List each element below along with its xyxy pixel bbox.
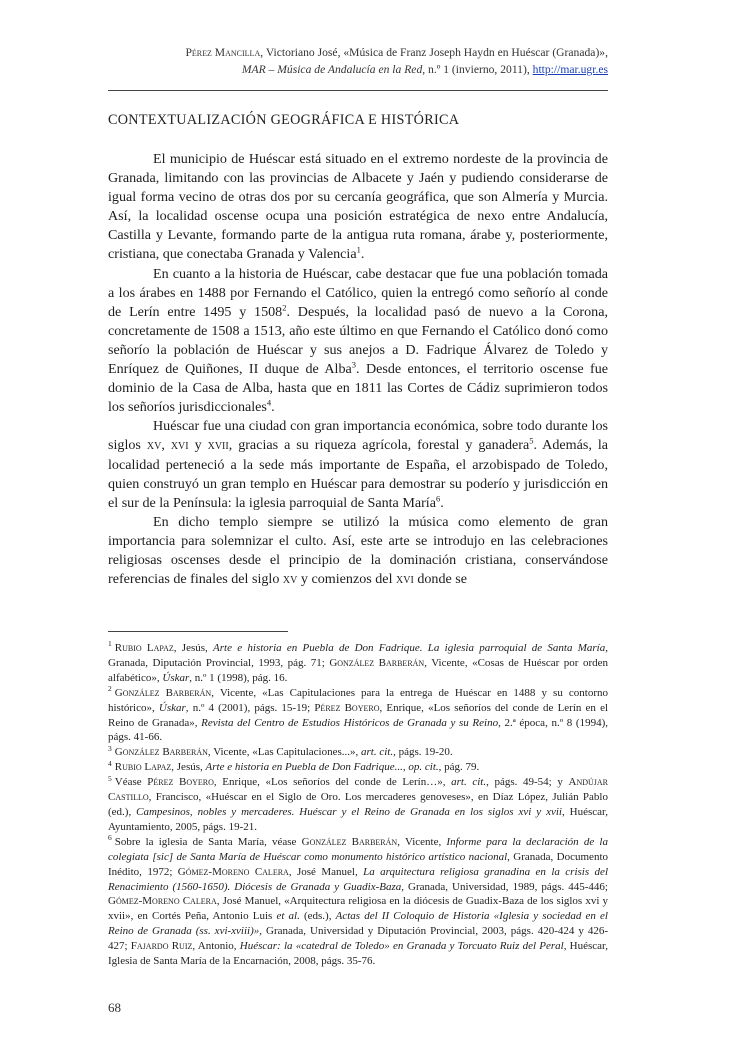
century-xvi: xvi — [170, 437, 189, 454]
fn-title: Actas del II Coloquio de Historia «Iglesia y sociedad en el Reino de Granada (ss. xvi-xviii)» — [108, 910, 608, 938]
fn-title: art. cit. — [451, 776, 487, 789]
century-xv-2: xv — [282, 571, 298, 588]
fn-text: , Antonio, — [192, 940, 240, 953]
footnote-number: 2 — [108, 684, 112, 694]
fn-title: La arquitectura religiosa granadina en la crisis del Renacimiento (1560-1650). Diócesis de Granada y Guadix-Baza — [108, 865, 608, 893]
fn-text: , pág. 79. — [438, 761, 480, 774]
fn-author: Rubio Lapaz — [114, 642, 174, 654]
fn-text: , págs. 19-20. — [393, 746, 453, 759]
p3-text-b: , gracias a su riqueza agrícola, forestal y ganadera — [228, 437, 530, 454]
fn-author: Gómez-Moreno Calera — [108, 895, 217, 908]
paragraph-2 — [108, 265, 608, 418]
fn-title: Arte e historia en Puebla de Don Fadrique... — [205, 761, 403, 774]
footnote-number: 5 — [108, 773, 112, 783]
footnote-4 — [108, 760, 608, 775]
fn-text: , José Manuel, «Arquitectura religiosa en la diócesis de Guadix-Baza de los siglos xvi y xvii», en Cortés Peña, Antonio Luis — [108, 895, 608, 923]
paragraph-1 — [108, 150, 608, 265]
footnote-3 — [108, 745, 608, 760]
fn-author: Pérez Boyero — [314, 701, 380, 714]
p2-text-c: . Desde entonces, el territorio oscense fue dominio de la Casa de Alba, hasta que en 1811 las Cortes de Cádiz suprimieron todos los señoríos jurisdiccionales — [108, 361, 608, 416]
fn-text: , Granada, Universidad, 1989, págs. 445-446; — [401, 880, 608, 893]
fn-title: Úskar — [158, 701, 186, 714]
paragraph-4 — [108, 513, 608, 589]
footnote-number: 4 — [108, 758, 112, 768]
fn-text: , Jesús, — [171, 761, 206, 774]
fn-title: op. cit. — [408, 761, 439, 774]
footnote-1 — [108, 641, 608, 686]
header-author: Pérez Mancilla — [185, 46, 261, 59]
page-number: 68 — [108, 1000, 121, 1015]
fn-author: Pérez Boyero — [147, 776, 214, 789]
footnote-number: 3 — [108, 743, 112, 753]
footnote-6 — [108, 835, 608, 969]
century-xvi-2: xvi — [396, 571, 414, 588]
journal-url-link[interactable]: http://mar.ugr.es — [532, 63, 608, 76]
fn-text: Véase — [114, 776, 148, 789]
p2-end: . — [271, 399, 275, 416]
fn-title: art. cit. — [361, 746, 394, 759]
p4-text-b: donde se — [413, 571, 468, 588]
fn-text: , 2.ª época, n.º 8 (1994), págs. 41-66. — [108, 716, 608, 744]
section-title: CONTEXTUALIZACIÓN GEOGRÁFICA E HISTÓRICA — [108, 112, 460, 128]
fn-text: , Huéscar, Iglesia de Santa María de la Encarnación, 2008, págs. 35-76. — [108, 940, 609, 968]
body-text — [108, 150, 608, 589]
fn-author: González Barberán — [114, 746, 208, 759]
footnote-number: 6 — [108, 833, 112, 843]
p1-text: El municipio de Huéscar está situado en el extremo nordeste de la provincia de Granada, limitando con las provincias de Albacete y Jaén y pudiendo considerarse de igual forma vecino de otras dos por su cercanía geográfica, que son Almería y Murcia. Así, la localidad oscense ocupa una posición estratégica de nexo entre Andalucía, Castilla y Levante, formando parte de la antigua ruta romana, árabe y, posteriormente, cristiana, que conectaba Granada y Valencia — [108, 151, 608, 263]
header-citation-line1 — [88, 44, 608, 61]
fn-author: González Barberán — [301, 835, 398, 848]
p4-sep: y comienzos del — [297, 571, 397, 588]
header-issue: , n.º 1 (invierno, 2011), — [422, 63, 533, 76]
fn-text: , Enrique, «Los señoríos del conde de Lerín…», — [213, 776, 452, 789]
header-title: , Victoriano José, «Música de Franz Joseph Haydn en Huéscar (Granada)», — [260, 46, 608, 59]
fn-title: Arte e historia en Puebla de Don Fadrique. La iglesia parroquial de Santa María — [213, 642, 606, 654]
fn-title: et al. — [276, 910, 300, 923]
fn-title: Úskar — [162, 671, 190, 684]
p4-text-a: En dicho templo siempre se utilizó la música como elemento de gran importancia para solemnizar el culto. Así, este arte se introdujo en las celebraciones religiosas oscenses desde el principio de la dominación cristiana, conservándose referencias de finales del siglo — [108, 513, 608, 588]
fn-title: Informe para la declaración de la colegiata [sic] de Santa María de Huéscar como monumento histórico artístico nacional — [108, 835, 608, 863]
running-header — [88, 44, 608, 78]
p1-end: . — [360, 246, 365, 263]
footnote-ref-6[interactable]: 6 — [435, 493, 441, 503]
fn-text: , n.º 4 (2001), págs. 15-19; — [185, 701, 315, 714]
fn-text: , Vicente, — [397, 835, 447, 848]
header-journal: MAR – Música de Andalucía en la Red — [241, 63, 423, 76]
p3-text-c: . Además, la localidad perteneció a la sede más importante de España, el arzobispado de Toledo, quien construyó un gran templo en Huéscar para demostrar su poderío y jurisdicción en el sur de la Península: la iglesia parroquial de Santa María — [108, 437, 609, 511]
fn-text: , págs. 49-54; y — [486, 776, 569, 789]
fn-author: González Barberán — [329, 656, 425, 669]
p3-end: . — [440, 494, 444, 511]
fn-author: Fajardo Ruiz — [130, 940, 193, 953]
fn-text: , Vicente, «Cosas de Huéscar por orden alfabético», — [108, 656, 608, 684]
fn-text: , — [402, 761, 409, 774]
footnote-number: 1 — [108, 639, 112, 649]
fn-text: , Vicente, «Las Capitulaciones...», — [207, 746, 361, 759]
fn-text: , Granada, Universidad y Diputación Provincial, 2003, págs. 420-424 y 426-427; — [108, 925, 608, 953]
fn-text: Sobre la iglesia de Santa María, véase — [114, 835, 302, 848]
footnote-ref-3[interactable]: 3 — [351, 359, 357, 370]
footnote-ref-5[interactable]: 5 — [529, 435, 534, 446]
fn-text: (eds.), — [299, 910, 336, 923]
fn-text: , Huéscar, Ayuntamiento, 2005, págs. 19-21. — [108, 805, 608, 833]
p3-text-a: Huéscar fue una ciudad con gran importancia económica, sobre todo durante los siglos — [108, 418, 608, 454]
fn-author: Andújar Castillo — [108, 776, 609, 804]
fn-author: González Barberán — [114, 686, 212, 699]
p3-sep-2: y — [188, 437, 208, 454]
century-xvii: xvii — [207, 437, 229, 454]
fn-text: , José Manuel, — [288, 865, 364, 878]
fn-text: , Francisco, «Huéscar en el Siglo de Oro. Los mercaderes genoveses», en Díaz López, Julián Pablo (ed.), — [108, 791, 608, 818]
fn-text: , n.º 1 (1998), pág. 16. — [189, 671, 288, 684]
header-citation-line2 — [88, 61, 608, 78]
fn-text: , Granada, Diputación Provincial, 1993, pág. 71; — [108, 642, 608, 669]
header-rule — [108, 90, 608, 91]
paragraph-3 — [108, 417, 608, 512]
footnote-ref-4[interactable]: 4 — [266, 397, 272, 408]
p2-text-a: En cuanto a la historia de Huéscar, cabe destacar que fue una población tomada a los árabes en 1488 por Fernando el Católico, quien la entregó como señorío al conde de Lerín entre 1495 y 1508 — [108, 265, 608, 320]
footnote-ref-1[interactable]: 1 — [356, 244, 361, 255]
fn-title: Huéscar: la «catedral de Toledo» en Granada y Torcuato Ruiz del Peral — [239, 940, 564, 953]
fn-text: , Enrique, «Los señoríos del conde de Lerín en el Reino de Granada», — [108, 701, 609, 729]
fn-text: , Granada, Documento Inédito, 1972; — [108, 850, 608, 878]
century-xv: xv — [146, 437, 162, 454]
p3-sep-1: , — [161, 437, 171, 454]
footnote-5 — [108, 775, 608, 835]
footnotes — [108, 641, 608, 969]
fn-author: Rubio Lapaz — [114, 761, 172, 774]
footnote-rule — [108, 631, 288, 632]
footnote-2 — [108, 686, 608, 746]
fn-text: , Jesús, — [173, 642, 214, 654]
footnote-ref-2[interactable]: 2 — [282, 302, 287, 313]
fn-author: Gómez-Moreno Calera — [177, 865, 289, 878]
fn-title: Campesinos, nobles y mercaderes. Huéscar y el Reino de Granada en los siglos xvi y xvii — [136, 805, 562, 818]
p2-text-b: . Después, la localidad pasó de nuevo a la Corona, concretamente de 1508 a 1513, año este último en que Fernando el Católico donó como señorío la población de Huéscar y sus anejos a D. Fadrique Álvarez de Toledo y Enríquez de Quiñones, II duque de Alba — [108, 303, 608, 378]
fn-title: Revista del Centro de Estudios Históricos de Granada y su Reino — [201, 716, 499, 729]
fn-text: , Vicente, «Las Capitulaciones para la entrega de Huéscar en 1488 y su contorno histórico», — [108, 686, 608, 714]
